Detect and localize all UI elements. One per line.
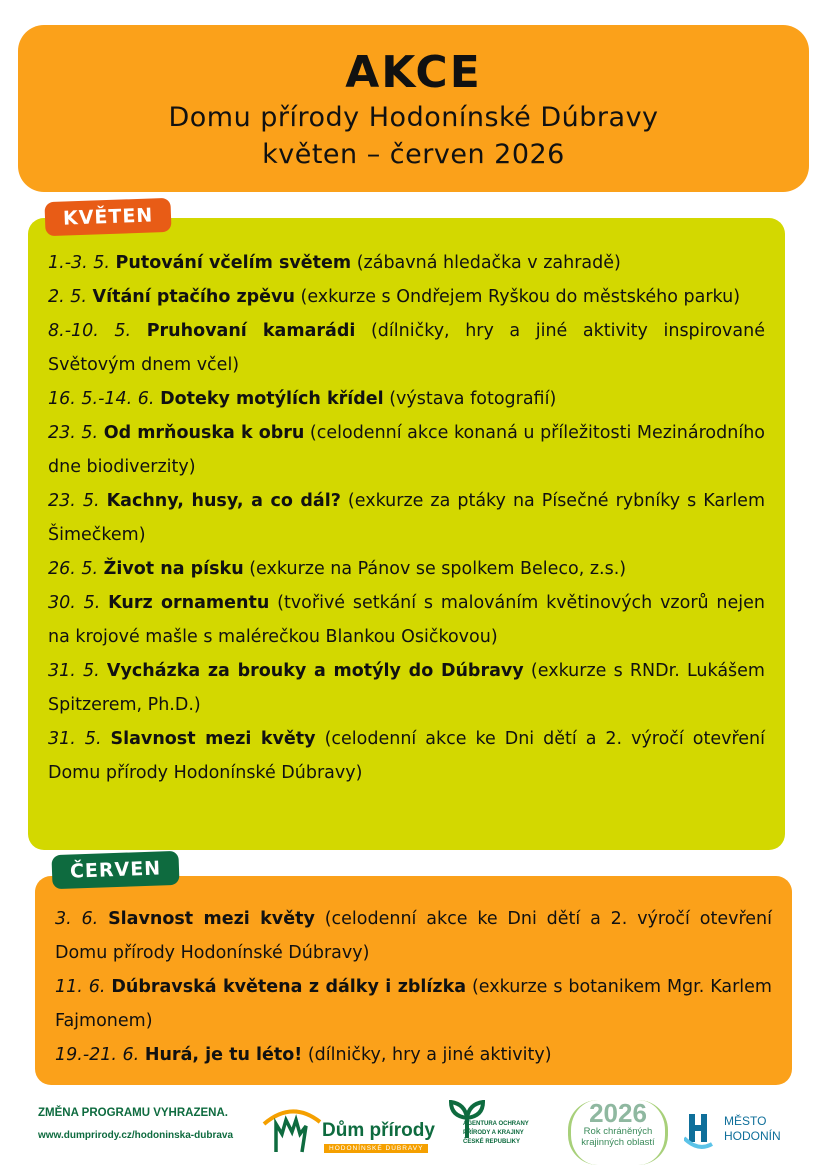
event-description: (exkurze s Ondřejem Ryškou do městského parku) [300, 287, 741, 307]
event-item [48, 586, 765, 654]
footer [0, 1100, 827, 1169]
event-item [55, 1038, 772, 1072]
event-description: (celodenní akce ke Dni dětí a 2. výročí otevření Domu přírody Hodonínské Dúbravy) [48, 729, 765, 783]
event-date: 31. 5. [48, 661, 100, 681]
event-description: (exkurze s botanikem Mgr. Karlem Fajmonem) [55, 977, 772, 1031]
event-item [48, 246, 765, 280]
event-date: 26. 5. [48, 559, 99, 579]
event-title: Vítání ptačího zpěvu [92, 287, 295, 307]
website-link[interactable]: www.dumprirody.cz/hodoninska-dubrava [38, 1130, 234, 1141]
event-date: 11. 6. [55, 977, 106, 997]
dum-prirody-sub: HODONÍNSKÉ DÚBRAVY [324, 1144, 428, 1153]
event-item [48, 654, 765, 722]
event-description: (dílničky, hry a jiné aktivity inspirované Světovým dnem včel) [48, 321, 765, 375]
page-title: AKCE [345, 47, 482, 98]
event-title: Hurá, je tu léto! [144, 1045, 303, 1065]
aopk-line3: ČESKÉ REPUBLIKY [463, 1139, 521, 1145]
year-2026-logo [568, 1100, 668, 1165]
event-date: 19.-21. 6. [55, 1045, 140, 1065]
event-item [48, 722, 765, 790]
may-section [28, 218, 785, 850]
event-title: Dúbravská květena z dálky i zblízka [111, 977, 467, 997]
event-title: Život na písku [103, 559, 244, 579]
june-label: ČERVEN [51, 851, 179, 889]
year-number: 2026 [589, 1098, 647, 1128]
city-line1: MĚSTO [724, 1114, 767, 1128]
event-item [55, 970, 772, 1038]
aopk-logo [447, 1100, 547, 1165]
aopk-line1: AGENTURA OCHRANY [463, 1121, 529, 1127]
event-title: Putování včelím světem [115, 253, 352, 273]
june-section [35, 876, 792, 1085]
mesto-hodonin-logo [684, 1112, 794, 1157]
event-title: Kurz ornamentu [108, 593, 270, 613]
event-description: (dílničky, hry a jiné aktivity) [307, 1045, 552, 1065]
year-line2: krajinných oblastí [581, 1137, 655, 1148]
event-title: Slavnost mezi květy [108, 909, 315, 929]
event-description: (exkurze s RNDr. Lukášem Spitzerem, Ph.D.) [48, 661, 765, 715]
event-item [48, 416, 765, 484]
aopk-line2: PŘÍRODY A KRAJINY [463, 1130, 524, 1136]
event-title: Slavnost mezi květy [110, 729, 316, 749]
event-description: (tvořivé setkání s malováním květinových vzorů nejen na krojové mašle s malérečkou Blankou Osičkovou) [48, 593, 765, 647]
event-date: 2. 5. [48, 287, 87, 307]
event-title: Doteky motýlích křídel [160, 389, 384, 409]
event-title: Vycházka za brouky a motýly do Dúbravy [106, 661, 524, 681]
may-label: KVĚTEN [44, 198, 171, 236]
hand-icon [262, 1102, 322, 1157]
event-item [48, 484, 765, 552]
program-change-note: ZMĚNA PROGRAMU VYHRAZENA. [38, 1107, 228, 1119]
event-item [48, 552, 765, 586]
event-item [48, 314, 765, 382]
dum-prirody-name: Dům přírody [322, 1120, 435, 1141]
event-item [48, 382, 765, 416]
page-period: květen – červen 2026 [262, 139, 565, 170]
event-date: 23. 5. [48, 491, 100, 511]
event-item [48, 280, 765, 314]
year-line1: Rok chráněných [583, 1126, 653, 1137]
event-item [55, 902, 772, 970]
event-description: (celodenní akce konaná u příležitosti Mezinárodního dne biodiverzity) [48, 423, 765, 477]
city-line2: HODONÍN [724, 1129, 781, 1143]
event-description: (exkurze za ptáky na Písečné rybníky s Karlem Šimečkem) [48, 491, 765, 545]
event-date: 30. 5. [48, 593, 101, 613]
event-date: 23. 5. [48, 423, 99, 443]
event-description: (zábavná hledačka v zahradě) [356, 253, 621, 273]
city-h-icon [684, 1112, 714, 1152]
dum-prirody-logo [262, 1102, 437, 1157]
event-date: 16. 5.-14. 6. [48, 389, 155, 409]
header-banner [18, 25, 809, 192]
event-date: 31. 5. [48, 729, 102, 749]
event-date: 8.-10. 5. [48, 321, 132, 341]
event-date: 1.-3. 5. [48, 253, 110, 273]
page-subtitle: Domu přírody Hodonínské Dúbravy [168, 102, 659, 133]
event-description: (výstava fotografií) [389, 389, 557, 409]
event-title: Od mrňouska k obru [103, 423, 305, 443]
event-title: Kachny, husy, a co dál? [106, 491, 341, 511]
event-description: (exkurze na Pánov se spolkem Beleco, z.s.) [249, 559, 627, 579]
event-title: Pruhovaní kamarádi [146, 321, 356, 341]
event-date: 3. 6. [55, 909, 99, 929]
event-description: (celodenní akce ke Dni dětí a 2. výročí otevření Domu přírody Hodonínské Dúbravy) [55, 909, 772, 963]
